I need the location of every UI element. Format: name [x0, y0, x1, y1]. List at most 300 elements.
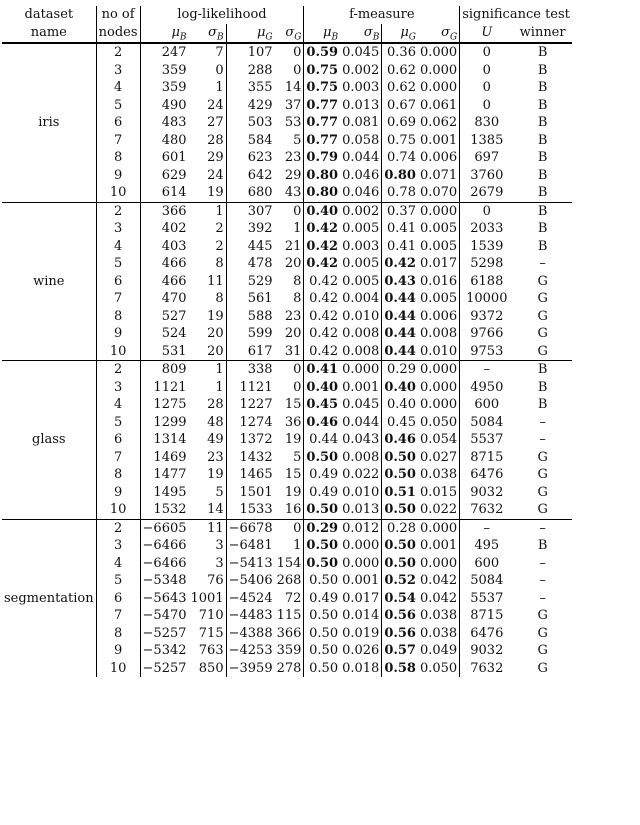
cell-ll-sigma-g: 0: [293, 379, 302, 395]
cell-winner: G: [537, 643, 548, 658]
cell-fm-mu-b: 0.29: [304, 519, 340, 537]
cell-fm-mu-b: 0.80: [304, 167, 340, 185]
header-ll-mu-g: $\mu_G$: [226, 24, 274, 44]
cell-ll-sigma-b: 19: [207, 185, 224, 200]
cell-ll-sigma-b: 3: [215, 538, 224, 553]
cell-fm-sigma-g: 0.042: [419, 590, 458, 606]
cell-fm-mu-b: 0.41: [304, 361, 340, 379]
cell-fm-sigma-b: 0.001: [342, 379, 380, 395]
dataset-name: segmentation: [2, 519, 96, 677]
cell-fm-sigma-b: 0.044: [342, 414, 380, 430]
cell-fm-sigma-b: 0.002: [340, 202, 382, 220]
cell-winner: B: [537, 150, 548, 165]
cell-u: 9032: [460, 642, 514, 660]
cell-fm-mu-g: 0.28: [382, 519, 418, 537]
cell-ll-sigma-b: 3: [215, 555, 224, 571]
cell-fm-sigma-g: 0.000: [418, 43, 460, 62]
cell-ll-sigma-b: 48: [207, 414, 224, 430]
cell-fm-mu-g: 0.43: [382, 273, 418, 291]
cell-ll-mu-g: 355: [226, 79, 274, 97]
cell-ll-sigma-g: 366: [276, 625, 302, 641]
cell-ll-mu-b: −5643: [140, 590, 188, 608]
cell-ll-mu-b: 809: [140, 361, 188, 379]
cell-fm-sigma-b: 0.019: [342, 625, 380, 641]
cell-ll-sigma-g: 278: [276, 660, 302, 676]
cell-u: 5298: [460, 255, 514, 273]
cell-fm-sigma-g: 0.005: [419, 291, 458, 306]
cell-fm-sigma-b: 0.000: [342, 555, 380, 571]
cell-nodes: 4: [96, 79, 140, 97]
cell-fm-sigma-g: 0.001: [419, 132, 458, 148]
cell-winner: B: [537, 115, 548, 130]
cell-nodes: 6: [96, 273, 140, 291]
cell-ll-mu-b: −6466: [140, 537, 188, 555]
cell-u: 600: [460, 396, 514, 414]
cell-u: 0: [460, 62, 514, 80]
cell-ll-mu-b: 614: [140, 184, 188, 202]
cell-ll-sigma-g: 16: [284, 502, 302, 517]
cell-ll-mu-b: 1532: [140, 501, 188, 519]
cell-ll-mu-b: −6605: [140, 519, 188, 537]
header-ll-mu-b: $\mu_B$: [140, 24, 188, 44]
cell-ll-mu-b: 601: [140, 149, 188, 167]
cell-fm-mu-g: 0.52: [382, 572, 418, 590]
cell-ll-mu-g: 1533: [226, 501, 274, 519]
cell-fm-sigma-g: 0.006: [419, 308, 458, 324]
cell-ll-sigma-b: 8: [215, 256, 224, 271]
cell-ll-sigma-b: 715: [198, 625, 224, 641]
cell-ll-mu-g: 307: [226, 202, 274, 220]
header-ll-sigma-b: $\sigma_B$: [189, 24, 227, 44]
cell-winner: B: [537, 397, 548, 412]
cell-ll-sigma-g: 1: [293, 221, 302, 236]
cell-fm-sigma-g: 0.050: [419, 660, 458, 676]
cell-winner: –: [539, 555, 546, 571]
cell-fm-mu-g: 0.46: [382, 431, 418, 449]
cell-ll-mu-g: 1227: [226, 396, 274, 414]
cell-fm-sigma-b: 0.026: [342, 643, 380, 658]
table-body: [2, 43, 572, 677]
cell-nodes: 6: [96, 114, 140, 132]
cell-fm-sigma-b: 0.013: [342, 97, 380, 113]
cell-fm-mu-g: 0.42: [382, 255, 418, 273]
cell-fm-sigma-g: 0.049: [419, 643, 458, 658]
cell-ll-sigma-b: 710: [198, 608, 224, 623]
cell-fm-mu-g: 0.50: [382, 537, 418, 555]
cell-fm-sigma-g: 0.005: [419, 238, 458, 254]
cell-nodes: 8: [96, 625, 140, 643]
cell-ll-sigma-b: 24: [207, 97, 224, 113]
cell-nodes: 2: [96, 361, 140, 379]
cell-ll-mu-b: 483: [140, 114, 188, 132]
cell-u: 495: [460, 537, 514, 555]
cell-ll-sigma-g: 268: [276, 573, 302, 588]
table-row: [2, 519, 572, 537]
cell-ll-sigma-g: 72: [284, 590, 302, 606]
cell-ll-sigma-b: 24: [207, 167, 224, 183]
cell-nodes: 8: [96, 466, 140, 484]
cell-nodes: 3: [96, 62, 140, 80]
cell-fm-mu-b: 0.80: [304, 184, 340, 202]
cell-fm-mu-g: 0.37: [382, 202, 418, 220]
cell-u: 10000: [460, 290, 514, 308]
cell-winner: G: [537, 273, 548, 289]
cell-nodes: 4: [96, 238, 140, 256]
cell-ll-sigma-g: 36: [284, 414, 302, 430]
cell-u: 2679: [460, 184, 514, 202]
cell-winner: B: [537, 538, 548, 553]
cell-fm-sigma-g: 0.000: [418, 202, 460, 220]
cell-fm-mu-g: 0.41: [382, 220, 418, 238]
cell-ll-mu-b: 524: [140, 325, 188, 343]
cell-fm-sigma-g: 0.000: [418, 361, 460, 379]
cell-fm-sigma-g: 0.071: [419, 167, 458, 183]
cell-fm-mu-b: 0.50: [304, 660, 340, 678]
cell-ll-mu-b: 1299: [140, 414, 188, 432]
cell-ll-mu-b: 359: [140, 62, 188, 80]
cell-ll-sigma-b: 5: [215, 484, 224, 500]
cell-u: 5084: [460, 572, 514, 590]
cell-winner: G: [537, 467, 548, 482]
cell-winner: –: [513, 519, 572, 537]
cell-fm-sigma-b: 0.046: [342, 185, 380, 200]
cell-ll-mu-b: 402: [140, 220, 188, 238]
cell-ll-mu-b: 527: [140, 308, 188, 326]
cell-ll-sigma-g: 29: [284, 167, 302, 183]
cell-ll-sigma-b: 76: [207, 573, 224, 588]
cell-winner: B: [537, 132, 548, 148]
cell-ll-sigma-g: 15: [284, 467, 302, 482]
cell-fm-sigma-g: 0.017: [419, 256, 458, 271]
cell-u: 0: [460, 43, 514, 62]
cell-fm-mu-b: 0.42: [304, 343, 340, 361]
cell-fm-sigma-b: 0.000: [340, 361, 382, 379]
cell-fm-sigma-b: 0.045: [340, 43, 382, 62]
cell-fm-mu-b: 0.49: [304, 590, 340, 608]
cell-ll-sigma-g: 43: [284, 185, 302, 200]
cell-ll-sigma-b: 2: [215, 221, 224, 236]
cell-ll-sigma-b: 850: [198, 660, 224, 676]
cell-ll-sigma-g: 19: [284, 484, 302, 500]
cell-fm-mu-b: 0.50: [304, 625, 340, 643]
header-nodes-line2: nodes: [96, 24, 140, 44]
cell-fm-mu-g: 0.62: [382, 79, 418, 97]
cell-ll-sigma-g: 37: [284, 97, 302, 113]
cell-nodes: 5: [96, 97, 140, 115]
cell-ll-mu-g: 623: [226, 149, 274, 167]
cell-fm-mu-g: 0.50: [382, 449, 418, 467]
cell-ll-sigma-g: 1: [293, 538, 302, 553]
cell-fm-sigma-b: 0.017: [342, 590, 380, 606]
cell-nodes: 10: [96, 184, 140, 202]
cell-fm-sigma-b: 0.014: [342, 608, 380, 623]
cell-ll-sigma-g: 5: [293, 449, 302, 465]
results-table: [2, 6, 572, 677]
cell-ll-mu-g: −4524: [226, 590, 274, 608]
cell-ll-sigma-b: 20: [207, 326, 224, 341]
cell-nodes: 7: [96, 607, 140, 625]
cell-fm-sigma-b: 0.018: [342, 660, 380, 676]
cell-nodes: 8: [96, 308, 140, 326]
cell-ll-mu-g: 588: [226, 308, 274, 326]
cell-nodes: 3: [96, 537, 140, 555]
cell-winner: –: [539, 256, 546, 271]
cell-ll-sigma-g: 23: [284, 150, 302, 165]
cell-fm-sigma-g: 0.054: [419, 432, 458, 447]
cell-fm-sigma-b: 0.046: [342, 167, 380, 183]
cell-fm-mu-b: 0.50: [304, 642, 340, 660]
cell-nodes: 9: [96, 167, 140, 185]
cell-ll-mu-g: 584: [226, 132, 274, 150]
cell-ll-mu-g: 1274: [226, 414, 274, 432]
cell-fm-mu-g: 0.50: [382, 555, 418, 573]
cell-fm-mu-b: 0.42: [304, 325, 340, 343]
cell-ll-mu-b: −5257: [140, 660, 188, 678]
cell-fm-mu-g: 0.44: [382, 290, 418, 308]
cell-ll-mu-b: 531: [140, 343, 188, 361]
cell-fm-mu-b: 0.50: [304, 501, 340, 519]
cell-nodes: 9: [96, 642, 140, 660]
cell-fm-sigma-g: 0.038: [419, 625, 458, 641]
cell-fm-mu-g: 0.62: [382, 62, 418, 80]
cell-ll-mu-g: 617: [226, 343, 274, 361]
cell-fm-sigma-g: 0.005: [419, 221, 458, 236]
cell-fm-mu-g: 0.45: [382, 414, 418, 432]
cell-u: 6476: [460, 466, 514, 484]
cell-fm-sigma-g: 0.000: [419, 379, 458, 395]
cell-ll-mu-b: 490: [140, 97, 188, 115]
cell-ll-sigma-b: 23: [207, 449, 224, 465]
cell-fm-mu-g: 0.36: [382, 43, 418, 62]
cell-fm-mu-g: 0.80: [382, 167, 418, 185]
cell-u: 5537: [460, 590, 514, 608]
cell-fm-sigma-b: 0.010: [342, 308, 380, 324]
cell-winner: B: [537, 185, 548, 200]
cell-fm-mu-b: 0.75: [304, 62, 340, 80]
cell-ll-sigma-b: 28: [207, 132, 224, 148]
cell-u: 7632: [460, 501, 514, 519]
cell-fm-mu-b: 0.42: [304, 290, 340, 308]
cell-ll-mu-b: 359: [140, 79, 188, 97]
cell-ll-sigma-g: 19: [284, 432, 302, 447]
cell-nodes: 10: [96, 343, 140, 361]
cell-nodes: 6: [96, 431, 140, 449]
cell-fm-mu-g: 0.78: [382, 184, 418, 202]
cell-ll-mu-b: 403: [140, 238, 188, 256]
cell-fm-sigma-b: 0.058: [342, 132, 380, 148]
cell-fm-sigma-g: 0.061: [419, 97, 458, 113]
cell-ll-mu-g: −4483: [226, 607, 274, 625]
header-log-likelihood: log-likelihood: [140, 6, 304, 24]
cell-ll-sigma-b: 27: [207, 115, 224, 130]
cell-ll-mu-g: 1372: [226, 431, 274, 449]
cell-fm-mu-g: 0.40: [382, 396, 418, 414]
cell-fm-sigma-g: 0.000: [419, 62, 458, 78]
cell-ll-mu-g: −3959: [226, 660, 274, 678]
cell-nodes: 7: [96, 290, 140, 308]
cell-fm-mu-b: 0.50: [304, 572, 340, 590]
cell-u: 5084: [460, 414, 514, 432]
cell-ll-sigma-g: 115: [276, 608, 302, 623]
cell-nodes: 8: [96, 149, 140, 167]
cell-nodes: 7: [96, 449, 140, 467]
table-header: [2, 6, 572, 43]
cell-ll-mu-g: 445: [226, 238, 274, 256]
cell-ll-sigma-b: 11: [207, 273, 224, 289]
cell-fm-mu-b: 0.75: [304, 79, 340, 97]
cell-fm-sigma-b: 0.008: [342, 343, 380, 359]
cell-u: 9372: [460, 308, 514, 326]
header-f-measure: f-measure: [304, 6, 460, 24]
cell-nodes: 4: [96, 555, 140, 573]
cell-fm-mu-b: 0.77: [304, 97, 340, 115]
cell-fm-sigma-b: 0.005: [342, 273, 380, 289]
cell-fm-mu-g: 0.54: [382, 590, 418, 608]
cell-ll-sigma-b: 763: [198, 643, 224, 658]
cell-ll-sigma-g: 20: [284, 326, 302, 341]
cell-ll-sigma-g: 31: [284, 343, 302, 359]
cell-ll-mu-g: 1501: [226, 484, 274, 502]
header-nodes-line1: no of: [96, 6, 140, 24]
cell-ll-sigma-g: 15: [284, 397, 302, 412]
cell-fm-sigma-g: 0.000: [418, 519, 460, 537]
cell-u: –: [460, 519, 514, 537]
cell-fm-sigma-b: 0.008: [342, 449, 380, 465]
cell-nodes: 9: [96, 325, 140, 343]
cell-nodes: 7: [96, 132, 140, 150]
cell-ll-sigma-g: 359: [276, 643, 302, 658]
cell-ll-mu-b: 629: [140, 167, 188, 185]
cell-ll-sigma-b: 1: [189, 202, 227, 220]
cell-u: 600: [460, 555, 514, 573]
cell-winner: G: [537, 326, 548, 341]
cell-winner: G: [537, 291, 548, 306]
header-fm-mu-g: $\mu_G$: [382, 24, 418, 44]
header-fm-sigma-g: $\sigma_G$: [418, 24, 460, 44]
cell-winner: B: [513, 43, 572, 62]
cell-fm-sigma-g: 0.000: [419, 555, 458, 571]
cell-nodes: 10: [96, 660, 140, 678]
cell-ll-mu-g: 288: [226, 62, 274, 80]
cell-ll-mu-g: 429: [226, 97, 274, 115]
cell-fm-sigma-b: 0.044: [342, 150, 380, 165]
cell-winner: G: [537, 308, 548, 324]
cell-fm-mu-b: 0.59: [304, 43, 340, 62]
cell-fm-mu-b: 0.42: [304, 273, 340, 291]
cell-fm-mu-g: 0.50: [382, 466, 418, 484]
cell-ll-mu-g: 680: [226, 184, 274, 202]
cell-u: 0: [460, 202, 514, 220]
cell-u: 4950: [460, 379, 514, 397]
cell-u: 2033: [460, 220, 514, 238]
cell-nodes: 2: [96, 43, 140, 62]
header-dataset-line2: name: [2, 24, 96, 44]
cell-fm-mu-b: 0.44: [304, 431, 340, 449]
cell-fm-sigma-g: 0.062: [419, 115, 458, 130]
cell-ll-mu-g: 561: [226, 290, 274, 308]
cell-nodes: 2: [96, 519, 140, 537]
cell-fm-sigma-g: 0.008: [419, 326, 458, 341]
cell-ll-sigma-g: 0: [275, 43, 304, 62]
cell-fm-mu-g: 0.44: [382, 308, 418, 326]
cell-nodes: 5: [96, 414, 140, 432]
cell-ll-mu-b: −6466: [140, 555, 188, 573]
cell-fm-sigma-g: 0.027: [419, 449, 458, 465]
dataset-name: glass: [2, 361, 96, 520]
header-fm-mu-b: $\mu_B$: [304, 24, 340, 44]
cell-fm-sigma-b: 0.008: [342, 326, 380, 341]
header-ll-sigma-g: $\sigma_G$: [275, 24, 304, 44]
cell-fm-sigma-g: 0.016: [419, 273, 458, 289]
table-row: [2, 202, 572, 220]
cell-ll-sigma-g: 0: [275, 361, 304, 379]
cell-ll-mu-b: 1275: [140, 396, 188, 414]
cell-ll-mu-b: 466: [140, 255, 188, 273]
cell-ll-mu-b: 1469: [140, 449, 188, 467]
cell-fm-sigma-b: 0.000: [342, 538, 380, 553]
cell-ll-mu-b: 1477: [140, 466, 188, 484]
cell-winner: –: [539, 590, 546, 606]
cell-ll-sigma-b: 1001: [190, 590, 224, 606]
cell-ll-sigma-g: 23: [284, 308, 302, 324]
cell-u: 0: [460, 79, 514, 97]
cell-ll-mu-g: 478: [226, 255, 274, 273]
cell-fm-sigma-b: 0.045: [342, 397, 380, 412]
cell-ll-mu-b: −5257: [140, 625, 188, 643]
cell-fm-mu-g: 0.29: [382, 361, 418, 379]
cell-winner: B: [537, 80, 548, 95]
cell-ll-mu-g: −6481: [226, 537, 274, 555]
cell-winner: G: [537, 660, 548, 676]
cell-u: 1539: [460, 238, 514, 256]
cell-ll-mu-b: −5470: [140, 607, 188, 625]
cell-ll-mu-g: 529: [226, 273, 274, 291]
cell-fm-sigma-g: 0.050: [419, 414, 458, 430]
cell-u: 8715: [460, 607, 514, 625]
cell-fm-sigma-g: 0.006: [419, 150, 458, 165]
cell-nodes: 6: [96, 590, 140, 608]
cell-winner: G: [537, 343, 548, 359]
cell-ll-mu-b: 470: [140, 290, 188, 308]
cell-fm-sigma-g: 0.015: [419, 484, 458, 500]
cell-fm-mu-g: 0.67: [382, 97, 418, 115]
cell-nodes: 10: [96, 501, 140, 519]
cell-u: 5537: [460, 431, 514, 449]
cell-ll-mu-g: 642: [226, 167, 274, 185]
cell-fm-sigma-b: 0.043: [342, 432, 380, 447]
cell-u: 9766: [460, 325, 514, 343]
cell-ll-sigma-b: 20: [207, 343, 224, 359]
cell-nodes: 5: [96, 572, 140, 590]
cell-ll-mu-g: 1121: [226, 379, 274, 397]
table-row: [2, 361, 572, 379]
cell-ll-mu-b: −5348: [140, 572, 188, 590]
cell-fm-mu-g: 0.75: [382, 132, 418, 150]
cell-ll-mu-b: 247: [140, 43, 188, 62]
cell-ll-sigma-b: 28: [207, 397, 224, 412]
cell-ll-mu-g: 338: [226, 361, 274, 379]
cell-ll-mu-g: −6678: [226, 519, 274, 537]
cell-fm-sigma-b: 0.002: [342, 62, 380, 78]
cell-fm-sigma-g: 0.038: [419, 608, 458, 623]
cell-u: 8715: [460, 449, 514, 467]
cell-ll-sigma-g: 0: [275, 202, 304, 220]
dataset-name: wine: [2, 202, 96, 361]
cell-ll-sigma-b: 2: [215, 238, 224, 254]
cell-ll-sigma-g: 14: [284, 80, 302, 95]
cell-fm-mu-b: 0.50: [304, 449, 340, 467]
cell-fm-sigma-g: 0.000: [419, 397, 458, 412]
